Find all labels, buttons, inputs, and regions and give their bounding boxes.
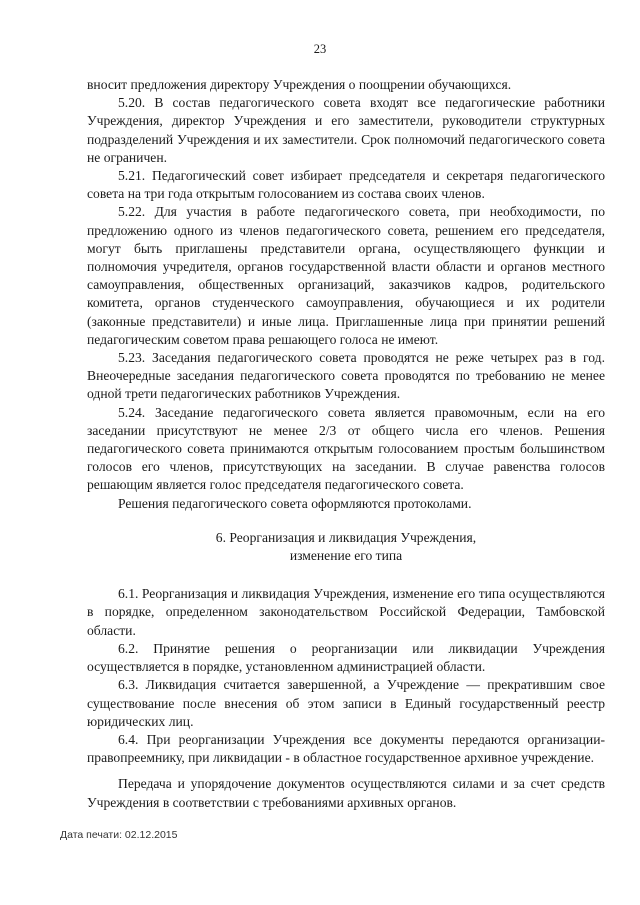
paragraph-6-3: 6.3. Ликвидация считается завершенной, а Учреждение — прекратившим свое существование после внесения об этом записи в Единый государственный реестр юридических лиц. bbox=[87, 677, 605, 729]
paragraph-5-21: 5.21. Педагогический совет избирает председателя и секретаря педагогического совета на три года открытым голосованием из состава своих членов. bbox=[87, 168, 605, 202]
paragraph-5-22: 5.22. Для участия в работе педагогического совета, при необходимости, по предложению одного из членов педагогического совета, решением его председателя, могут быть приглашены представители органа, осуществляющего функции и полномочия учредителя, органов государственной власти области и органов местного самоуправления, общественных организаций, заказчиков кадров, родительского комитета, органов студенческого самоуправления, обучающиеся и их родители (законные представители) и иные лица. Приглашенные лица при принятии решений педагогическим советом права решающего голоса не имеют. bbox=[87, 204, 605, 347]
paragraph-continuation: вносит предложения директору Учреждения о поощрении обучающихся. bbox=[87, 77, 512, 92]
paragraph-5-20: 5.20. В состав педагогического совета входят все педагогические работники Учреждения, директор Учреждения и его заместители, руководители структурных подразделений Учреждения и их заместители. Срок полномочий педагогического совета не ограничен. bbox=[87, 95, 605, 165]
section-6-heading bbox=[87, 529, 605, 565]
page-number: 23 bbox=[313, 42, 327, 56]
paragraph-decisions: Решения педагогического совета оформляются протоколами. bbox=[118, 495, 472, 511]
section-6-title-line2: изменение его типа bbox=[289, 548, 403, 564]
document-body bbox=[87, 76, 605, 812]
paragraph-6-1: 6.1. Реорганизация и ликвидация Учреждения, изменение его типа осуществляются в порядке, определенном законодательством Российской Федерации, Тамбовской области. bbox=[87, 586, 605, 638]
paragraph-5-24: 5.24. Заседание педагогического совета является правомочным, если на его заседании присутствуют не менее 2/3 от общего числа его членов. Решения педагогического совета принимаются открытым голосованием простым большинством голосов его членов, присутствующих на заседании. В случае равенства голосов решающим является голос председателя педагогического совета. bbox=[87, 404, 605, 493]
paragraph-transfer: Передача и упорядочение документов осуществляются силами и за счет средств Учреждения в соответствии с требованиями архивных органов. bbox=[87, 776, 605, 810]
paragraph-5-23: 5.23. Заседания педагогического совета проводятся не реже четырех раз в год. Внеочередные заседания педагогического совета проводятся по требованию не менее одной трети педагогических работников Учреждения. bbox=[87, 350, 605, 402]
paragraph-6-4: 6.4. При реорганизации Учреждения все документы передаются организации-правопреемнику, при ликвидации - в областное государственное архивное учреждение. bbox=[87, 731, 605, 766]
section-6-title-line1: 6. Реорганизация и ликвидация Учреждения, bbox=[215, 529, 477, 545]
print-date: Дата печати: 02.12.2015 bbox=[60, 829, 178, 841]
paragraph-6-2: 6.2. Принятие решения о реорганизации или ликвидации Учреждения осуществляется в порядке, установленном администрацией области. bbox=[87, 640, 605, 675]
